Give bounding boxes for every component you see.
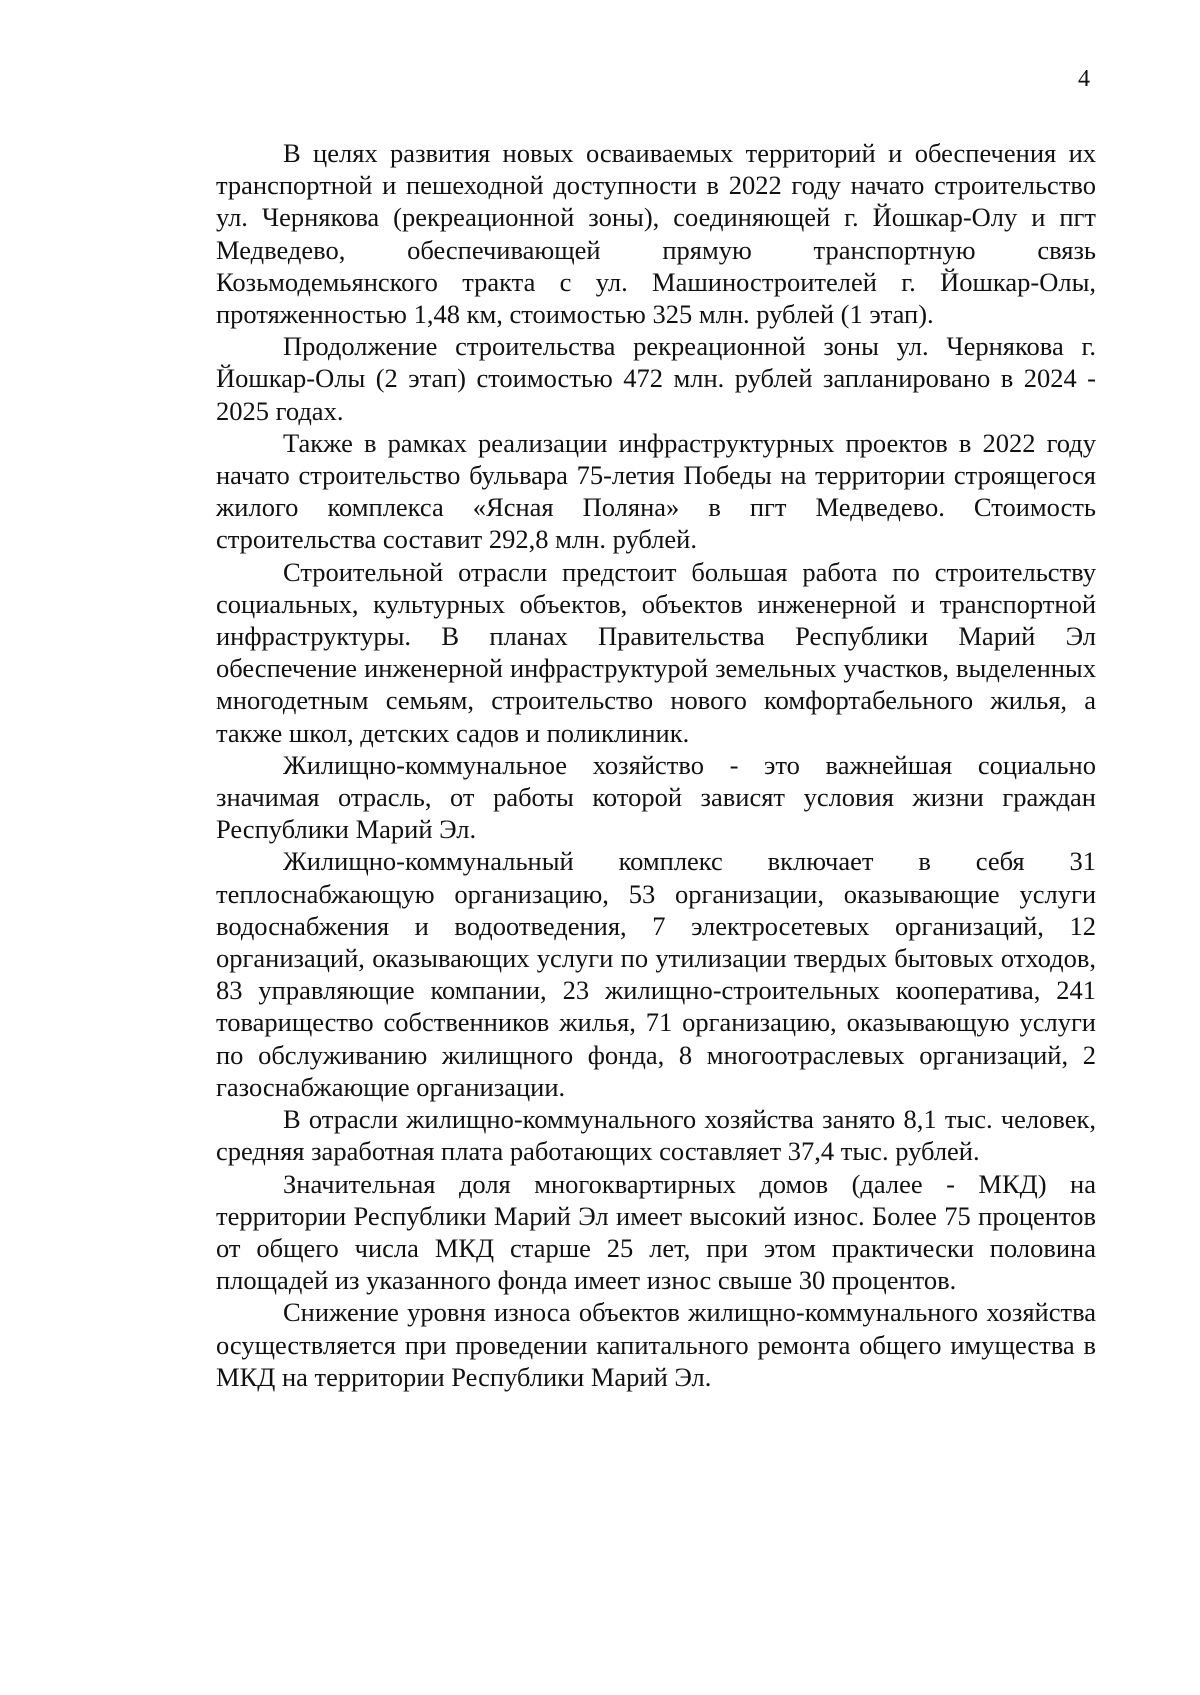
paragraph: Также в рамках реализации инфраструктурных проектов в 2022 году начато строительство бульвара 75-летия Победы на территории строящегося жилого комплекса «Ясная Поляна» в пгт Медведево. Стоимость строительства составит 292,8 млн. рублей. xyxy=(216,427,1096,555)
document-body xyxy=(216,137,1096,1393)
paragraph: Продолжение строительства рекреационной зоны ул. Чернякова г. Йошкар-Олы (2 этап) стоимостью 472 млн. рублей запланировано в 2024 - 2025 годах. xyxy=(216,331,1096,426)
paragraph: В отрасли жилищно-коммунального хозяйства занято 8,1 тыс. человек, средняя заработная плата работающих составляет 37,4 тыс. рублей. xyxy=(216,1104,1096,1167)
paragraph: Жилищно-коммунальное хозяйство - это важнейшая социально значимая отрасль, от работы которой зависят условия жизни граждан Республики Марий Эл. xyxy=(216,749,1096,845)
paragraph: Значительная доля многоквартирных домов (далее - МКД) на территории Республики Марий Эл имеет высокий износ. Более 75 процентов от общего числа МКД старше 25 лет, при этом практически половина площадей из указанного фонда имеет износ свыше 30 процентов. xyxy=(216,1168,1096,1296)
paragraph: Жилищно-коммунальный комплекс включает в себя 31 теплоснабжающую организацию, 53 организации, оказывающие услуги водоснабжения и водоотведения, 7 электросетевых организаций, 12 организаций, оказывающих услуги по утилизации твердых бытовых отходов, 83 управляющие компании, 23 жилищно-строительных кооператива, 241 товарищество собственников жилья, 71 организацию, оказывающую услуги по обслуживанию жилищного фонда, 8 многоотраслевых организаций, 2 газоснабжающие организации. xyxy=(216,846,1096,1102)
paragraph: Снижение уровня износа объектов жилищно-коммунального хозяйства осуществляется при проведении капитального ремонта общего имущества в МКД на территории Республики Марий Эл. xyxy=(216,1297,1096,1392)
paragraph: В целях развития новых осваиваемых территорий и обеспечения их транспортной и пешеходной доступности в 2022 году начато строительство ул. Чернякова (рекреационной зоны), соединяющей г. Йошкар-Олу и пгт Медведево, обеспечивающей прямую транспортную связь Козьмодемьянского тракта с ул. Машиностроителей г. Йошкар-Олы, протяженностью 1,48 км, стоимостью 325 млн. рублей (1 этап). xyxy=(216,138,1096,330)
page-number: 4 xyxy=(1078,66,1090,92)
paragraph: Строительной отрасли предстоит большая работа по строительству социальных, культурных объектов, объектов инженерной и транспортной инфраструктуры. В планах Правительства Республики Марий Эл обеспечение инженерной инфраструктурой земельных участков, выделенных многодетным семьям, строительство нового комфортабельного жилья, а также школ, детских садов и поликлиник. xyxy=(216,556,1096,748)
